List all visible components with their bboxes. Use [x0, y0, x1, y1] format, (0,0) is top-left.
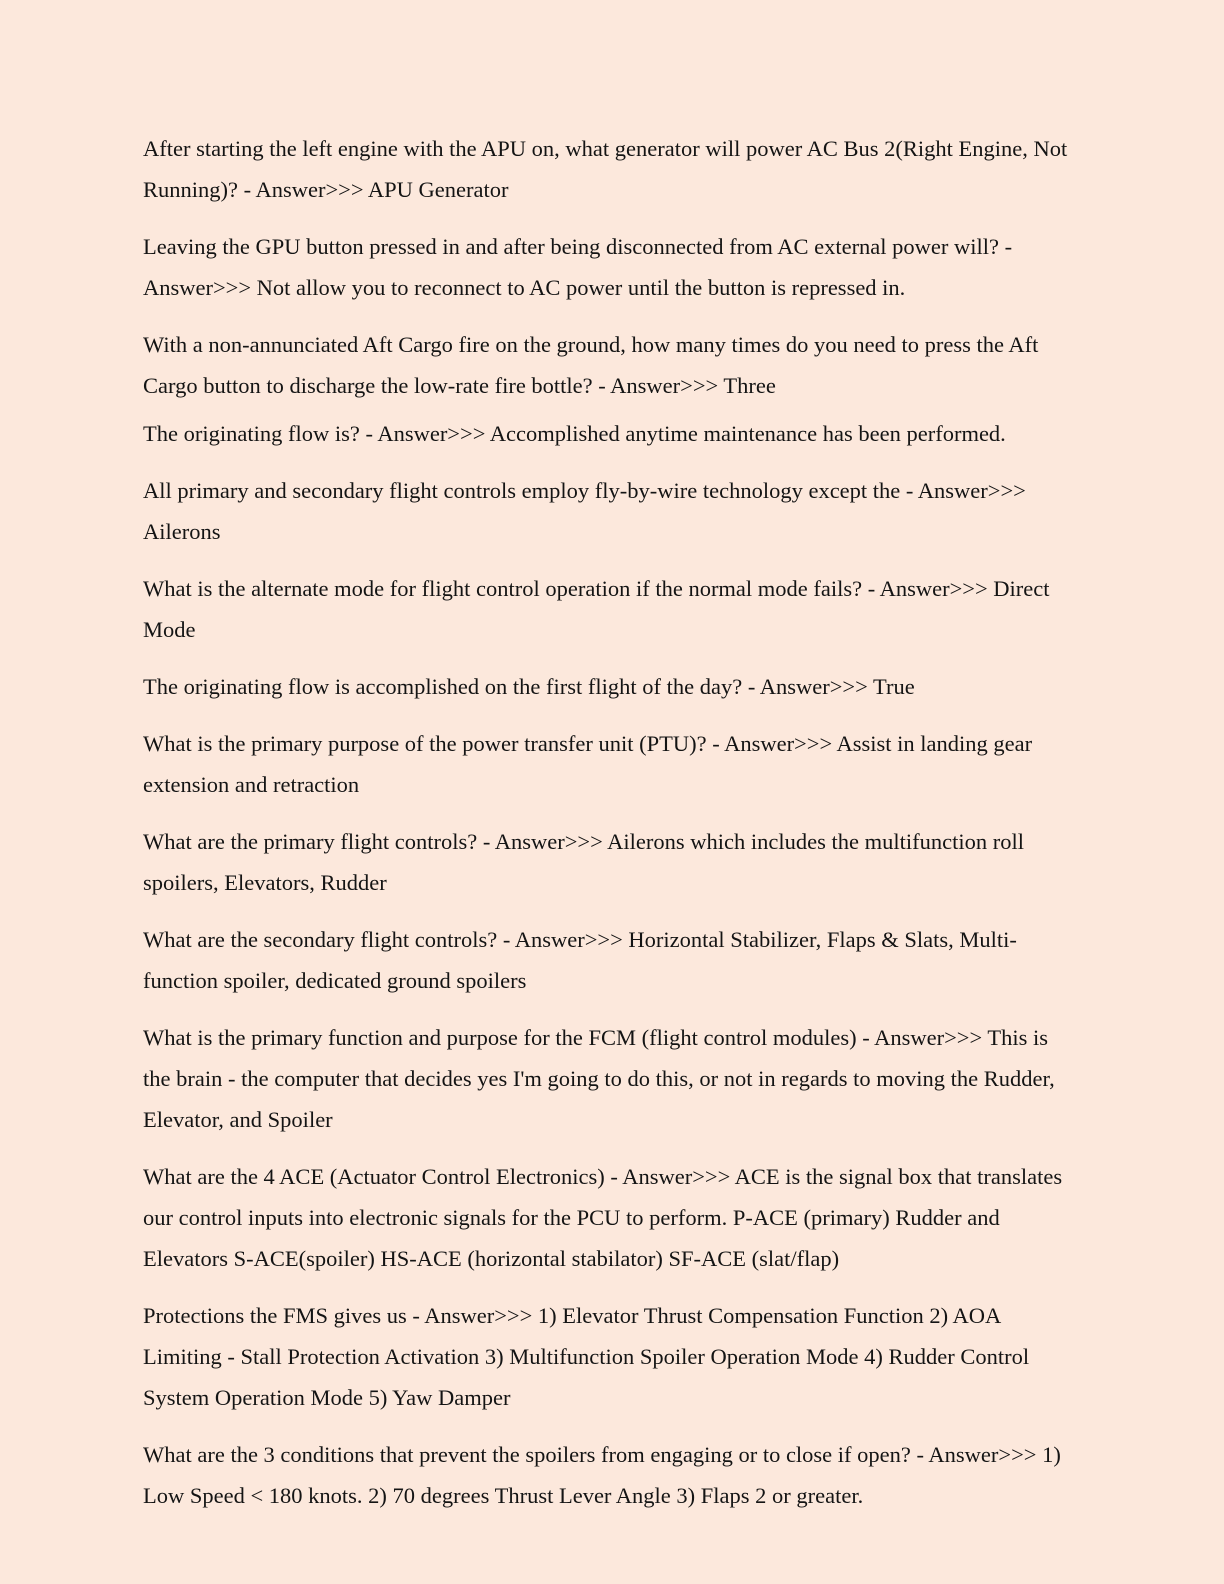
- qa-paragraph: What is the alternate mode for flight control operation if the normal mode fails? - Answer>>> Direct Mode: [143, 576, 1050, 642]
- qa-paragraph: What is the primary function and purpose for the FCM (flight control modules) - Answer>>> This is the brain - the computer that decides yes I'm going to do this, or not in regards to moving the Rudder, Elevator, and Spoiler: [143, 1025, 1055, 1132]
- qa-paragraph: The originating flow is? - Answer>>> Accomplished anytime maintenance has been performed.: [143, 421, 1006, 446]
- qa-paragraph: The originating flow is accomplished on the first flight of the day? - Answer>>> True: [143, 674, 915, 699]
- qa-paragraph: What are the primary flight controls? - Answer>>> Ailerons which includes the multifunction roll spoilers, Elevators, Rudder: [143, 829, 1024, 895]
- qa-paragraph: Protections the FMS gives us - Answer>>> 1) Elevator Thrust Compensation Function 2) AOA Limiting - Stall Protection Activation 3) Multifunction Spoiler Operation Mode 4) Rudder Control System Operation Mode 5) Yaw Damper: [143, 1303, 1030, 1410]
- qa-paragraph: What are the 3 conditions that prevent the spoilers from engaging or to close if open? - Answer>>> 1) Low Speed < 180 knots. 2) 70 degrees Thrust Lever Angle 3) Flaps 2 or greater.: [143, 1442, 1061, 1508]
- qa-paragraph: What are the 4 ACE (Actuator Control Electronics) - Answer>>> ACE is the signal box that translates our control inputs into electronic signals for the PCU to perform. P-ACE (primary) Rudder and Elevators S-ACE(spoiler) HS-ACE (horizontal stabilator) SF-ACE (slat/flap): [143, 1164, 1063, 1271]
- document-page: [143, 128, 1073, 1516]
- qa-paragraph: What is the primary purpose of the power transfer unit (PTU)? - Answer>>> Assist in landing gear extension and retraction: [143, 731, 1033, 797]
- qa-paragraph: With a non-annunciated Aft Cargo fire on the ground, how many times do you need to press the Aft Cargo button to discharge the low-rate fire bottle? - Answer>>> Three: [143, 332, 1039, 398]
- qa-paragraph: What are the secondary flight controls? - Answer>>> Horizontal Stabilizer, Flaps & Slats, Multi-function spoiler, dedicated ground spoilers: [143, 927, 1017, 993]
- qa-paragraph: All primary and secondary flight controls employ fly-by-wire technology except the - Answer>>> Ailerons: [143, 478, 1026, 544]
- qa-paragraph: After starting the left engine with the APU on, what generator will power AC Bus 2(Right Engine, Not Running)? - Answer>>> APU Generator: [143, 136, 1068, 202]
- qa-paragraph: Leaving the GPU button pressed in and after being disconnected from AC external power will? - Answer>>> Not allow you to reconnect to AC power until the button is repressed in.: [143, 234, 1013, 300]
